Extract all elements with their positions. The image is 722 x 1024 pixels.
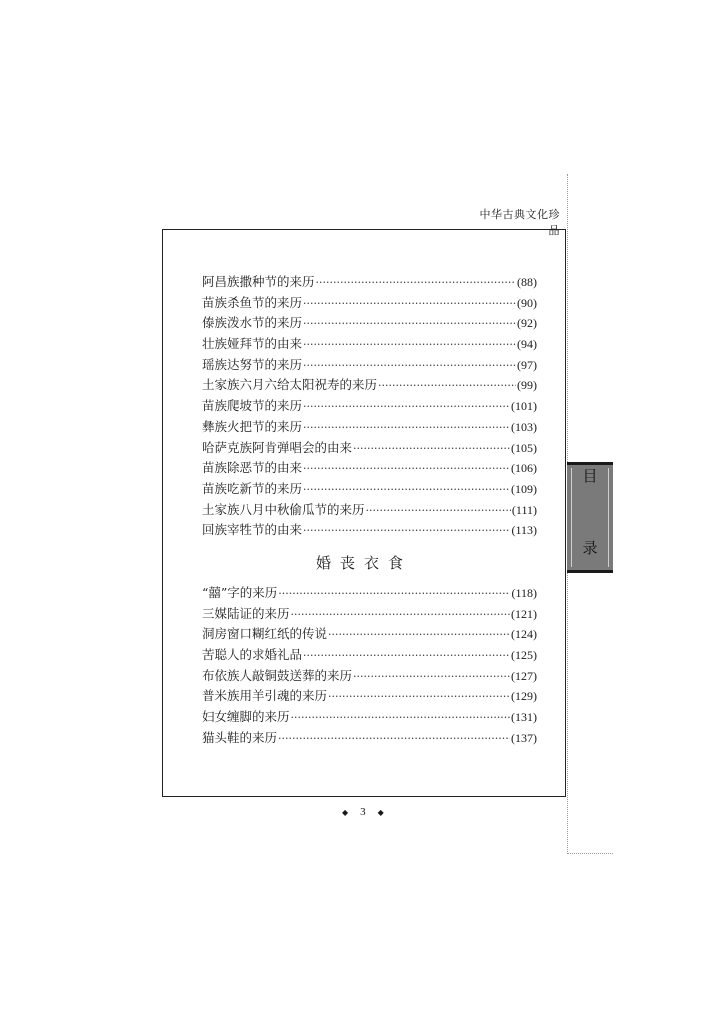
toc-dot-leader — [303, 295, 516, 310]
toc-entry-title: 土家族八月中秋偷瓜节的来历 — [202, 501, 365, 517]
tab-char-1: 目 — [582, 467, 598, 485]
toc-entry-title: 三媒陆证的来历 — [202, 605, 290, 621]
toc-entry — [202, 500, 537, 521]
toc-dot-leader — [303, 398, 510, 413]
toc-entry-page: (124) — [511, 627, 537, 642]
toc-entry-page: (118) — [511, 586, 537, 600]
toc-dot-leader — [303, 357, 516, 372]
toc-entry-title: 傣族泼水节的来历 — [202, 315, 303, 331]
toc-entry — [202, 479, 537, 500]
toc-entry-page: (137) — [511, 730, 537, 745]
page-number: 3 — [360, 806, 366, 818]
toc-dot-leader — [303, 522, 510, 537]
contents-tab — [567, 462, 613, 573]
toc-entry-title: 哈萨克族阿肯弹唱会的由来 — [202, 439, 353, 455]
toc-list-festivals — [202, 272, 537, 541]
toc-entry — [202, 313, 537, 334]
toc-dot-leader — [278, 585, 510, 600]
toc-entry-page: (109) — [511, 481, 537, 496]
toc-dot-leader — [303, 315, 516, 330]
toc-dot-leader — [303, 481, 510, 496]
ornament-right-icon: ◆ — [377, 808, 384, 817]
toc-entry-page: (94) — [517, 337, 537, 352]
toc-entry — [202, 293, 537, 314]
page-footer — [330, 806, 390, 818]
toc-entry-title: 普米族用羊引魂的来历 — [202, 688, 328, 704]
toc-dot-leader — [316, 274, 516, 289]
toc-entry — [202, 438, 537, 459]
toc-entry — [202, 396, 537, 417]
toc-entry-title: 回族宰牲节的由来 — [202, 522, 303, 538]
toc-entry-title: 苗族吃新节的来历 — [202, 480, 303, 496]
toc-entry-page: (121) — [511, 606, 537, 621]
toc-entry-title: 苗族爬坡节的来历 — [202, 398, 303, 414]
toc-entry — [202, 272, 537, 293]
toc-entry-page: (101) — [511, 399, 537, 414]
toc-entry-title: 苗族杀鱼节的来历 — [202, 294, 303, 310]
toc-entry — [202, 686, 537, 707]
toc-entry — [202, 355, 537, 376]
toc-dot-leader — [353, 440, 510, 455]
toc-entry-page: (111) — [511, 502, 537, 517]
toc-entry-title: 壮族娅拜节的由来 — [202, 336, 303, 352]
toc-dot-leader — [291, 709, 510, 724]
toc-dot-leader — [303, 460, 510, 475]
toc-dot-leader — [303, 647, 510, 662]
toc-entry — [202, 624, 537, 645]
toc-entry — [202, 666, 537, 687]
toc-entry-title: 苗族除恶节的由来 — [202, 460, 303, 476]
toc-entry-title: 洞房窗口糊红纸的传说 — [202, 626, 328, 642]
ornament-left-icon: ◆ — [342, 808, 349, 817]
toc-entry — [202, 417, 537, 438]
toc-entry — [202, 728, 537, 749]
toc-entry-page: (113) — [511, 523, 537, 538]
toc-entry — [202, 520, 537, 541]
section-heading: 婚丧衣食 — [315, 554, 412, 572]
toc-dot-leader — [291, 606, 510, 621]
toc-entry-title: 妇女缠脚的来历 — [202, 709, 290, 725]
toc-dot-leader — [328, 688, 510, 703]
toc-dot-leader — [378, 377, 516, 392]
toc-entry-page: (88) — [517, 275, 537, 289]
series-title: 中华古典文化珍品 — [479, 208, 560, 237]
toc-entry-page: (129) — [511, 689, 537, 704]
toc-entry-title: “囍”字的来历 — [202, 585, 278, 600]
toc-entry-title: 彝族火把节的来历 — [202, 418, 303, 434]
toc-entry-page: (127) — [511, 668, 537, 683]
toc-entry — [202, 375, 537, 396]
toc-entry-page: (106) — [511, 461, 537, 476]
toc-entry — [202, 645, 537, 666]
toc-dot-leader — [278, 730, 510, 745]
toc-dot-leader — [353, 668, 510, 683]
toc-dot-leader — [328, 626, 510, 641]
toc-entry — [202, 458, 537, 479]
toc-dot-leader — [303, 336, 516, 351]
toc-entry-page: (92) — [517, 316, 537, 331]
toc-entry-page: (90) — [517, 295, 537, 310]
toc-entry-page: (99) — [517, 378, 537, 393]
toc-entry-title: 苦聪人的求婚礼品 — [202, 647, 303, 663]
toc-entry-title: 布依族人敲铜鼓送葬的来历 — [202, 667, 353, 683]
margin-guide-horizontal — [567, 853, 613, 854]
toc-entry-title: 瑶族达努节的来历 — [202, 356, 303, 372]
toc-entry-page: (97) — [517, 357, 537, 372]
toc-entry — [202, 583, 537, 604]
toc-dot-leader — [366, 502, 511, 517]
toc-entry-page: (125) — [511, 648, 537, 663]
toc-entry-page: (105) — [511, 440, 537, 455]
tab-char-2: 录 — [582, 539, 598, 557]
toc-entry — [202, 707, 537, 728]
toc-entry — [202, 334, 537, 355]
toc-list-marriage-funeral — [202, 583, 537, 749]
toc-entry-title: 土家族六月六给太阳祝寿的来历 — [202, 377, 378, 393]
toc-entry — [202, 604, 537, 625]
toc-entry-title: 阿昌族撒种节的来历 — [202, 274, 315, 289]
toc-entry-page: (103) — [511, 419, 537, 434]
toc-entry-title: 猫头鞋的来历 — [202, 729, 278, 745]
toc-dot-leader — [303, 419, 510, 434]
toc-entry-page: (131) — [511, 710, 537, 725]
